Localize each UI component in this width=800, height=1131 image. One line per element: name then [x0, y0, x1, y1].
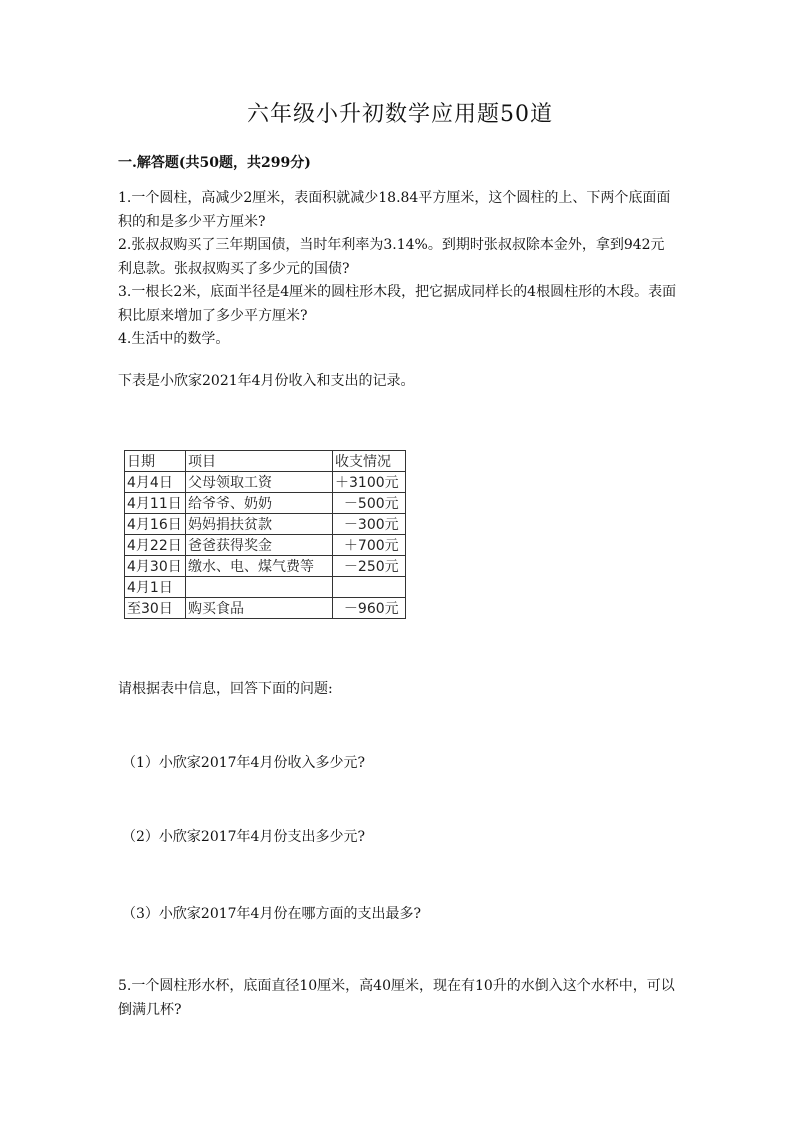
table-row: [125, 577, 406, 598]
table-row: [125, 598, 406, 619]
cell-item: 爸爸获得奖金: [186, 535, 333, 556]
table-row: [125, 493, 406, 514]
subquestion-1: （1）小欣家2017年4月份收入多少元?: [122, 755, 365, 771]
cell-amount: －250元: [333, 556, 406, 577]
subquestion-3: （3）小欣家2017年4月份在哪方面的支出最多?: [122, 906, 421, 922]
table-intro: 下表是小欣家2021年4月份收入和支出的记录。: [118, 373, 415, 389]
question-4: 4.生活中的数学。: [118, 331, 230, 347]
header-date: 日期: [125, 451, 186, 472]
cell-amount: －300元: [333, 514, 406, 535]
cell-date: 4月22日: [125, 535, 186, 556]
question-3: 3.一根长2米，底面半径是4厘米的圆柱形木段，把它据成同样长的4根圆柱形的木段。表面积比原来增加了多少平方厘米?: [118, 284, 677, 324]
cell-date: 4月11日: [125, 493, 186, 514]
question-2: 2.张叔叔购买了三年期国债，当时年利率为3.14%。到期时张叔叔除本金外，拿到942元利息款。张叔叔购买了多少元的国债?: [118, 237, 665, 277]
cell-item: 父母领取工资: [186, 472, 333, 493]
cell-amount: －500元: [333, 493, 406, 514]
header-amount: 收支情况: [333, 451, 406, 472]
cell-amount: －960元: [333, 598, 406, 619]
cell-amount: ＋3100元: [333, 472, 406, 493]
cell-date: 4月4日: [125, 472, 186, 493]
cell-item: [186, 577, 333, 598]
table-row: [125, 556, 406, 577]
subquestion-2: （2）小欣家2017年4月份支出多少元?: [122, 829, 365, 845]
question-5: 5.一个圆柱形水杯，底面直径10厘米，高40厘米，现在有10升的水倒入这个水杯中，可以倒满几杯?: [118, 978, 675, 1018]
question-list: [118, 187, 678, 352]
cell-item: 给爷爷、奶奶: [186, 493, 333, 514]
question-1: 1.一个圆柱，高减少2厘米，表面积就减少18.84平方厘米，这个圆柱的上、下两个底面面积的和是多少平方厘米?: [118, 190, 671, 230]
cell-date: 4月16日: [125, 514, 186, 535]
page-title: 六年级小升初数学应用题50道: [247, 102, 553, 127]
table-prompt: 请根据表中信息，回答下面的问题:: [118, 681, 333, 697]
cell-date: 4月1日: [125, 577, 186, 598]
cell-date: 至30日: [125, 598, 186, 619]
table-row: [125, 472, 406, 493]
cell-item: 购买食品: [186, 598, 333, 619]
cell-item: 妈妈捐扶贫款: [186, 514, 333, 535]
record-table-wrapper: [124, 450, 406, 619]
table-row: [125, 514, 406, 535]
cell-date: 4月30日: [125, 556, 186, 577]
section-heading: 一.解答题(共50题，共299分): [118, 155, 311, 171]
cell-amount: ＋700元: [333, 535, 406, 556]
cell-amount: [333, 577, 406, 598]
record-table: [124, 450, 406, 619]
table-row: [125, 535, 406, 556]
cell-item: 缴水、电、煤气费等: [186, 556, 333, 577]
table-header-row: [125, 451, 406, 472]
header-item: 项目: [186, 451, 333, 472]
